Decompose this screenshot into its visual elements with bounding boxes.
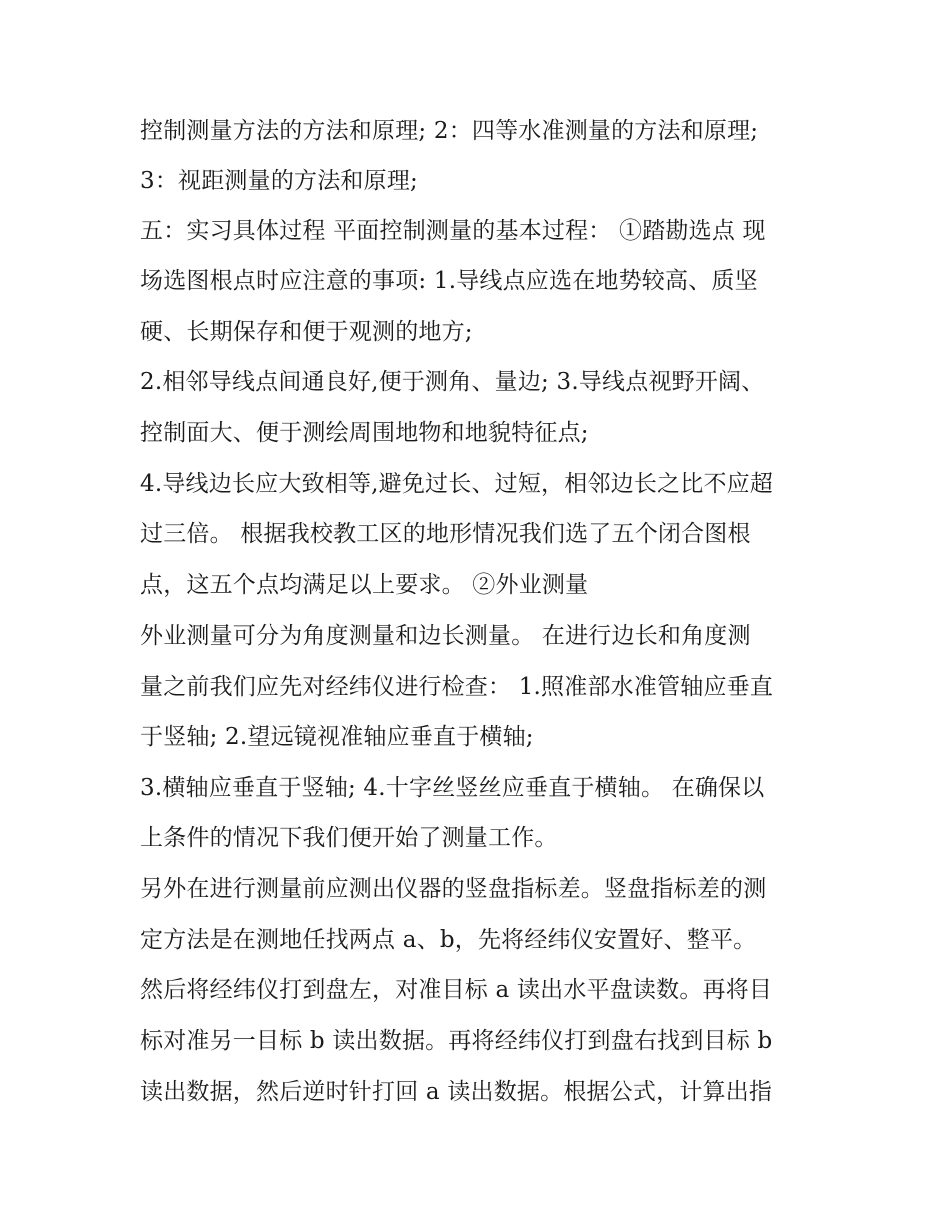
text-line: 过三倍。 根据我校教工区的地形情况我们选了五个闭合图根: [140, 521, 751, 547]
text-line: 硬、长期保存和便于观测的地方;: [140, 319, 473, 345]
text-line: 场选图根点时应注意的事项: 1.导线点应选在地势较高、质坚: [140, 268, 758, 294]
text-line: 2.相邻导线点间通良好,便于测角、量边; 3.导线点视野开阔、: [140, 369, 765, 395]
text-line: 读出数据，然后逆时针打回 a 读出数据。根据公式，计算出指: [140, 1079, 773, 1105]
text-line: 定方法是在测地任找两点 a、b，先将经纬仪安置好、整平。: [140, 927, 757, 953]
text-line: 另外在进行测量前应测出仪器的竖盘指标差。竖盘指标差的测: [140, 876, 767, 902]
text-line: 控制面大、便于测绘周围地物和地貌特征点;: [140, 420, 589, 446]
text-line: 上条件的情况下我们便开始了测量工作。: [140, 825, 558, 851]
text-line: 于竖轴; 2.望远镜视准轴应垂直于横轴;: [140, 724, 534, 750]
text-line: 外业测量可分为角度测量和边长测量。 在进行边长和角度测: [140, 623, 751, 649]
text-line: 量之前我们应先对经纬仪进行检查： 1.照准部水准管轴应垂直: [140, 674, 774, 700]
text-line: 控制测量方法的方法和原理; 2：四等水准测量的方法和原理;: [140, 118, 759, 144]
text-line: 3.横轴应垂直于竖轴; 4.十字丝竖丝应垂直于横轴。 在确保以: [140, 775, 765, 801]
text-line: 点，这五个点均满足以上要求。 ②外业测量: [140, 572, 589, 598]
text-line: 4.导线边长应大致相等,避免过长、过短，相邻边长之比不应超: [140, 471, 774, 497]
text-line: 标对准另一目标 b 读出数据。再将经纬仪打到盘右找到目标 b: [140, 1028, 773, 1054]
text-line: 3：视距测量的方法和原理;: [140, 168, 418, 194]
text-line: 然后将经纬仪打到盘左，对准目标 a 读出水平盘读数。再将目: [140, 977, 773, 1003]
text-line: 五：实习具体过程 平面控制测量的基本过程： ①踏勘选点 现: [140, 218, 766, 244]
